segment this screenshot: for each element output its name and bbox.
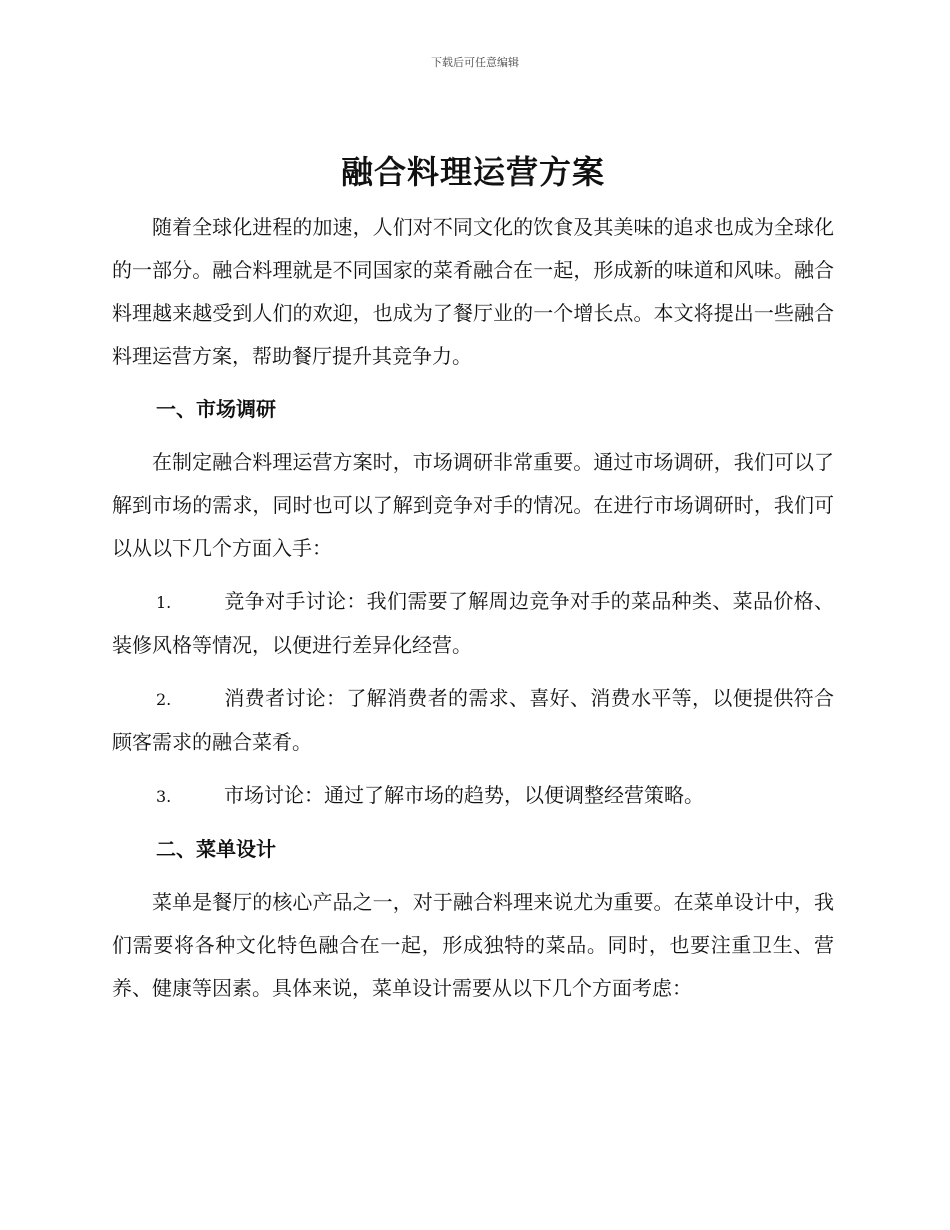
section-heading-market-research: 一、市场调研 — [156, 397, 276, 421]
document-title: 融合料理运营方案 — [340, 153, 605, 191]
list-item-number: 2. — [156, 690, 172, 709]
intro-paragraph: 随着全球化进程的加速，人们对不同文化的饮食及其美味的追求也成为全球化的一部分。融合料理就是不同国家的菜肴融合在一起，形成新的味道和风味。融合料理越来越受到人们的欢迎，也成为了餐厅业的一个增长点。本文将提出一些融合料理运营方案，帮助餐厅提升其竞争力。 — [112, 215, 834, 368]
page-header-note: 下载后可任意编辑 — [431, 56, 519, 69]
list-item — [112, 774, 834, 818]
section-heading-menu-design: 二、菜单设计 — [156, 837, 276, 861]
list-item-number: 1. — [156, 593, 172, 612]
list-item-text: 市场讨论：通过了解市场的趋势，以便调整经营策略。 — [224, 783, 704, 807]
market-research-paragraph: 在制定融合料理运营方案时，市场调研非常重要。通过市场调研，我们可以了解到市场的需求，同时也可以了解到竞争对手的情况。在进行市场调研时，我们可以从以下几个方面入手： — [112, 450, 834, 560]
list-item — [112, 677, 834, 764]
list-item-text: 竞争对手讨论：我们需要了解周边竞争对手的菜品种类、菜品价格、装修风格等情况，以便进行差异化经营。 — [112, 589, 834, 657]
document-body — [112, 150, 834, 1010]
list-item — [112, 580, 834, 667]
list-item-number: 3. — [156, 787, 172, 806]
list-item-text: 消费者讨论：了解消费者的需求、喜好、消费水平等，以便提供符合顾客需求的融合菜肴。 — [112, 686, 834, 754]
menu-design-paragraph: 菜单是餐厅的核心产品之一，对于融合料理来说尤为重要。在菜单设计中，我们需要将各种文化特色融合在一起，形成独特的菜品。同时，也要注重卫生、营养、健康等因素。具体来说，菜单设计需要从以下几个方面考虑： — [112, 890, 834, 1000]
